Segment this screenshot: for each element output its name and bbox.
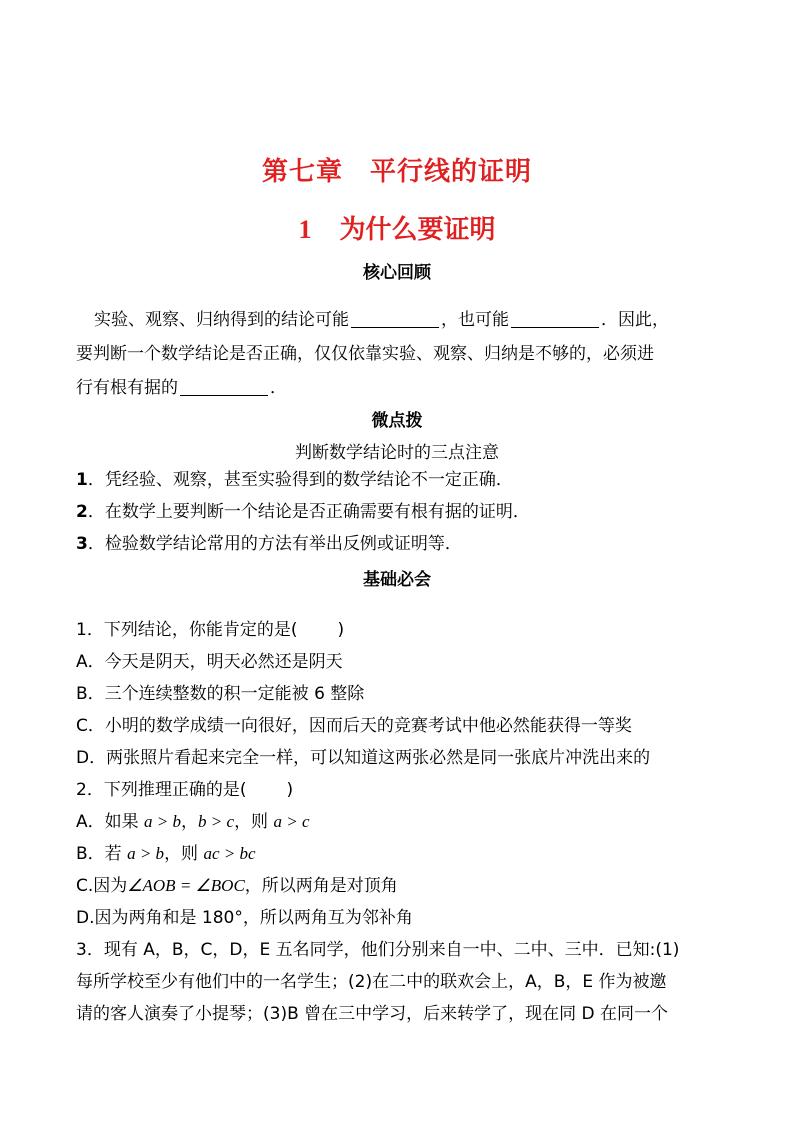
question-2-stem	[76, 777, 736, 803]
math-expression: a > c	[273, 812, 310, 831]
lesson-number: 1	[298, 215, 312, 244]
core-review-text-c: ．因此，	[601, 310, 669, 330]
option-text: B．若	[76, 844, 128, 864]
question-2-option-b	[76, 841, 736, 867]
math-expression: ac > bc	[203, 844, 256, 863]
math-expression: a > b	[127, 844, 165, 863]
lesson-name: 为什么要证明	[339, 215, 496, 245]
question-2-text: 2．下列推理正确的是(	[76, 780, 247, 800]
question-1-stem	[76, 617, 736, 643]
tips-subheading: 判断数学结论时的三点注意	[295, 443, 499, 463]
tip-number: 1	[76, 470, 88, 490]
question-2-option-d: D.因为两角和是 180°，所以两角互为邻补角	[76, 908, 413, 928]
fill-blank-2[interactable]	[511, 309, 599, 328]
core-review-text-d: 行有根有据的	[76, 378, 178, 398]
option-text: A．如果	[76, 812, 145, 832]
tip-number: 2	[76, 502, 88, 522]
question-1-text: 1．下列结论，你能肯定的是(	[76, 620, 298, 640]
tips-heading: 微点拨	[371, 411, 423, 431]
math-expression: b > c	[198, 812, 235, 831]
chapter-title: 第七章 平行线的证明	[261, 157, 532, 187]
question-3-line-2: 每所学校至少有他们中的一名学生；(2)在二中的联欢会上，A，B，E 作为被邀	[76, 972, 667, 992]
tip-text: ．凭经验、观察，甚至实验得到的数学结论不一定正确．	[87, 470, 513, 490]
fill-blank-3[interactable]	[180, 377, 268, 396]
option-text: ，则	[164, 844, 204, 864]
core-review-line-3	[76, 375, 736, 401]
question-1-option-d: D．两张照片看起来完全一样，可以知道这两张必然是同一张底片冲洗出来的	[76, 748, 651, 768]
math-expression: ∠AOB = ∠BOC	[127, 876, 245, 895]
tip-item	[76, 467, 736, 493]
core-review-text-a: 实验、观察、归纳得到的结论可能	[94, 310, 349, 330]
tip-number: 3	[76, 534, 88, 554]
core-review-text-b: ，也可能	[441, 310, 509, 330]
question-3-line-1: 3．现有 A，B，C，D，E 五名同学，他们分别来自一中、二中、三中．已知:(1)	[76, 940, 680, 960]
core-review-text-e: ．	[270, 378, 287, 398]
tip-item	[76, 531, 736, 557]
core-review-line-1	[94, 307, 754, 333]
question-2-option-a	[76, 809, 736, 835]
math-expression: a > b	[144, 812, 182, 831]
tip-text: ．检验数学结论常用的方法有举出反例或证明等．	[87, 534, 462, 554]
tip-item	[76, 499, 736, 525]
question-1-option-a: A．今天是阴天，明天必然还是阴天	[76, 652, 343, 672]
core-review-heading: 核心回顾	[363, 263, 431, 283]
fill-blank-1[interactable]	[351, 309, 439, 328]
lesson-title	[0, 209, 794, 246]
core-review-line-2: 要判断一个数学结论是否正确，仅仅依靠实验、观察、归纳是不够的，必须进	[76, 344, 654, 364]
question-2-close: )	[286, 780, 294, 800]
option-text: ，	[181, 812, 199, 832]
option-text: ，则	[234, 812, 274, 832]
question-1-option-b: B．三个连续整数的积一定能被 6 整除	[76, 684, 365, 704]
basics-heading: 基础必会	[363, 570, 431, 590]
question-3-line-3: 请的客人演奏了小提琴；(3)B 曾在三中学习，后来转学了，现在同 D 在同一个	[76, 1004, 669, 1024]
tip-text: ．在数学上要判断一个结论是否正确需要有根有据的证明．	[87, 502, 530, 522]
question-2-option-c	[76, 873, 736, 899]
option-text: C.因为	[76, 876, 128, 896]
question-1-option-c: C．小明的数学成绩一向很好，因而后天的竞赛考试中他必然能获得一等奖	[76, 716, 632, 736]
option-text: ，所以两角是对顶角	[244, 876, 398, 896]
question-1-close: )	[337, 620, 345, 640]
